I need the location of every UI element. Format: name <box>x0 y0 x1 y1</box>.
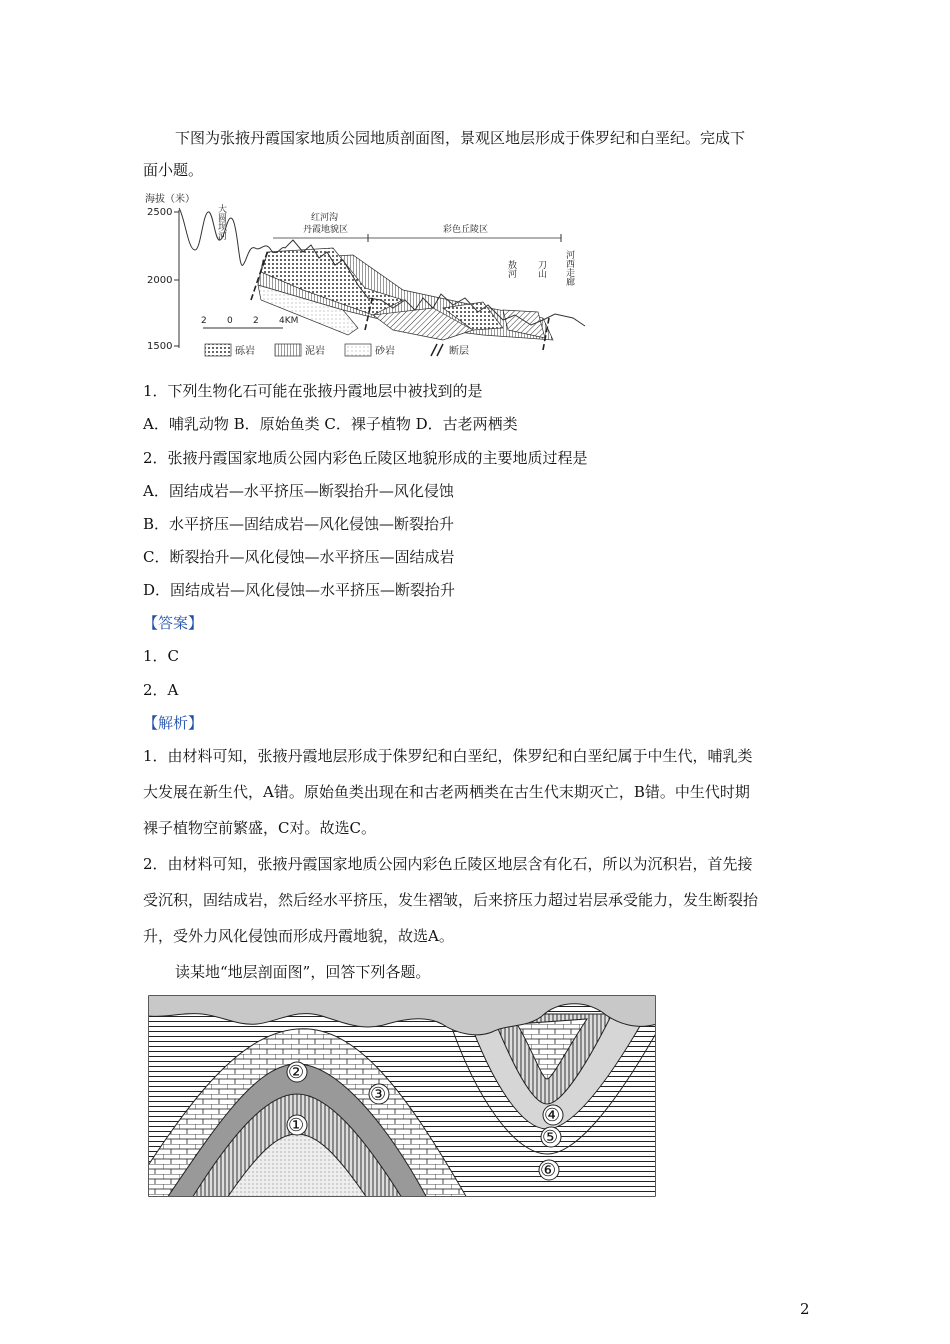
analysis-2-line-2: 受沉积，固结成岩，然后经水平挤压，发生褶皱，后来挤压力超过岩层承受能力，发生断裂抬 <box>143 891 759 909</box>
analysis-1-line-2: 大发展在新生代，A错。原始鱼类出现在和古老两栖类在古生代末期灭亡，B错。中生代时期 <box>143 783 750 801</box>
label-hexi: 河西走廊 <box>564 250 574 286</box>
page-number: 2 <box>800 1300 810 1318</box>
intro-text: 下图为张掖丹霞国家地质公园地质剖面图，景观区地层形成于侏罗纪和白垩纪。完成下 <box>175 129 746 147</box>
legend-mudstone-swatch <box>275 344 301 356</box>
legend-sandstone-swatch <box>345 344 371 356</box>
label-hong: 红河沟 <box>311 213 339 223</box>
question-2-option-d: D．固结成岩—风化侵蚀—水平挤压—断裂抬升 <box>143 581 456 599</box>
geologic-profile-figure <box>143 190 593 362</box>
label-1: ① <box>288 1115 305 1136</box>
legend-mudstone: 泥岩 <box>305 346 325 357</box>
y-axis-label: 海拔（米） <box>145 194 195 205</box>
label-3: ③ <box>370 1084 387 1105</box>
label-caise: 彩色丘陵区 <box>443 225 489 235</box>
legend-fault: 断层 <box>449 346 469 357</box>
question-2-stem: 2．张掖丹霞国家地质公园内彩色丘陵区地貌形成的主要地质过程是 <box>143 449 588 467</box>
answer-heading: 【答案】 <box>143 614 204 632</box>
question-2-option-a: A．固结成岩—水平挤压—断裂抬升—风化侵蚀 <box>143 482 454 500</box>
legend-sandstone: 砂岩 <box>375 346 395 357</box>
question-2-option-c: C．断裂抬升—风化侵蚀—水平挤压—固结成岩 <box>143 548 455 566</box>
svg-text:0: 0 <box>227 316 233 326</box>
label-5: ⑤ <box>542 1127 559 1148</box>
analysis-2-line-3: 升，受外力风化侵蚀而形成丹霞地貌，故选A。 <box>143 927 454 945</box>
label-4: ④ <box>544 1105 561 1126</box>
question-1-stem: 1．下列生物化石可能在张掖丹霞地层中被找到的是 <box>143 382 483 400</box>
y-tick-2000: 2000 <box>147 275 173 286</box>
legend-conglomerate-swatch <box>205 344 231 356</box>
analysis-2-line-1: 2．由材料可知，张掖丹霞国家地质公园内彩色丘陵区地层含有化石，所以为沉积岩，首先接 <box>143 855 753 873</box>
question-1-options: A．哺乳动物 B．原始鱼类 C．裸子植物 D．古老两栖类 <box>143 415 518 433</box>
question-2-option-b: B．水平挤压—固结成岩—风化侵蚀—断裂抬升 <box>143 515 455 533</box>
y-tick-1500: 1500 <box>147 341 173 352</box>
legend-conglomerate: 砾岩 <box>235 346 255 357</box>
y-tick-2500: 2500 <box>147 207 173 218</box>
svg-text:2: 2 <box>201 316 207 326</box>
label-aohe: 敖河 <box>506 260 516 278</box>
answer-2: 2．A <box>143 681 179 699</box>
answer-1: 1．C <box>143 647 180 665</box>
label-river1: 大圆坝河 <box>216 204 226 240</box>
intro-text-cont: 面小题。 <box>143 161 204 179</box>
label-danxia: 丹霞地貌区 <box>303 225 349 235</box>
analysis-1-line-1: 1．由材料可知，张掖丹霞地层形成于侏罗纪和白垩纪，侏罗纪和白垩纪属于中生代，哺乳类 <box>143 747 753 765</box>
intro-2-text: 读某地“地层剖面图”，回答下列各题。 <box>175 963 431 981</box>
label-6: ⑥ <box>540 1160 557 1181</box>
legend-fault-swatch <box>431 344 437 356</box>
label-daoshan: 刀山 <box>536 260 546 278</box>
analysis-1-line-3: 裸子植物空前繁盛，C对。故选C。 <box>143 819 376 837</box>
svg-text:2: 2 <box>253 316 259 326</box>
strata-profile-figure <box>147 994 657 1198</box>
svg-text:4KM: 4KM <box>279 316 299 326</box>
analysis-heading: 【解析】 <box>143 714 204 732</box>
label-2: ② <box>288 1062 305 1083</box>
